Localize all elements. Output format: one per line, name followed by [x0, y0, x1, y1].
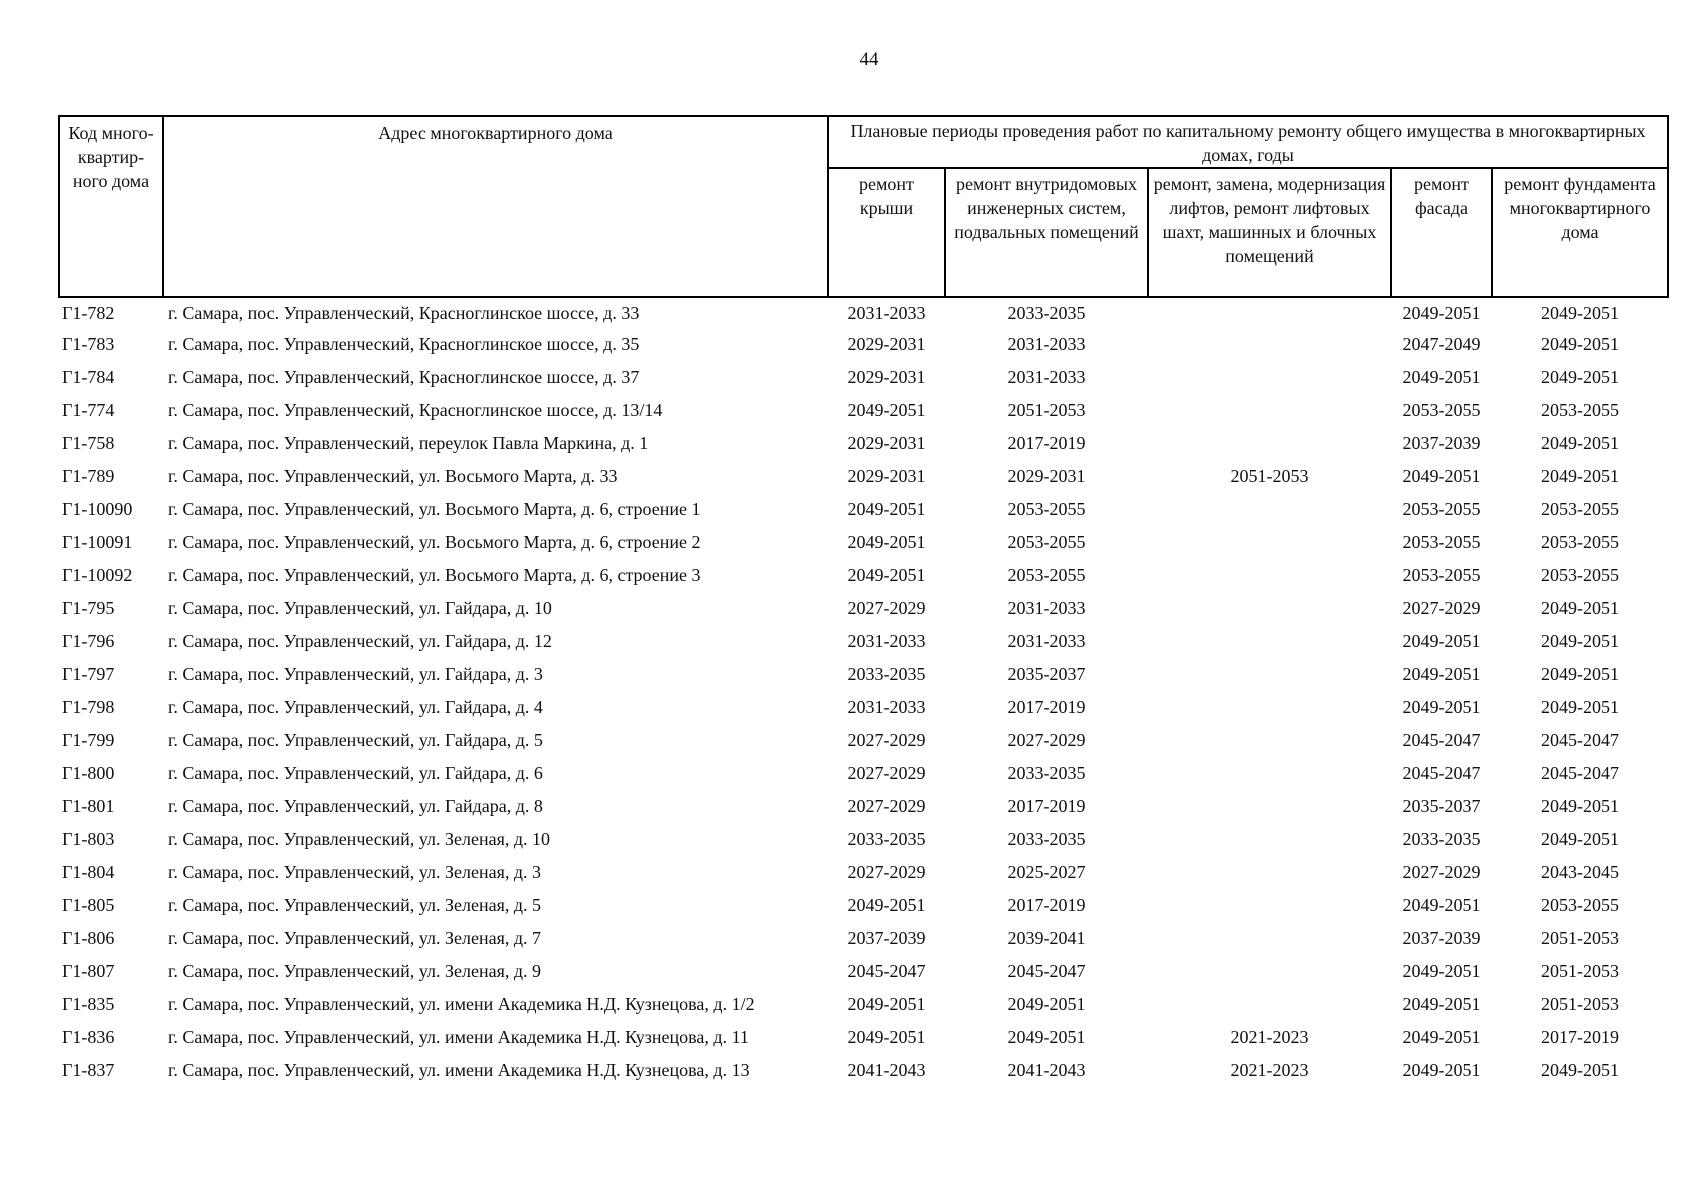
cell-engineering: 2041-2043 — [1007, 1059, 1086, 1080]
cell-foundation: 2053-2055 — [1541, 498, 1619, 519]
table-row — [59, 327, 1668, 360]
cell-lifts — [1148, 624, 1391, 657]
cell-foundation: 2049-2051 — [1541, 333, 1619, 354]
cell-roof: 2027-2029 — [847, 762, 926, 783]
cell-facade: 2037-2039 — [1402, 432, 1481, 453]
cell-engineering: 2045-2047 — [1007, 960, 1086, 981]
cell-facade: 2049-2051 — [1402, 960, 1481, 981]
cell-engineering: 2029-2031 — [1007, 465, 1086, 486]
cell-code: Г1-784 — [62, 366, 115, 387]
cell-code: Г1-806 — [62, 927, 115, 948]
cell-foundation: 2049-2051 — [1541, 432, 1619, 453]
cell-facade: 2053-2055 — [1402, 498, 1481, 519]
cell-foundation: 2049-2051 — [1541, 795, 1619, 816]
cell-lifts — [1148, 888, 1391, 921]
cell-engineering: 2031-2033 — [1007, 597, 1086, 618]
header-address: Адрес многоквартирного дома — [163, 116, 828, 297]
cell-engineering: 2051-2053 — [1007, 399, 1086, 420]
cell-facade: 2045-2047 — [1402, 729, 1481, 750]
cell-roof: 2027-2029 — [847, 861, 926, 882]
cell-code: Г1-789 — [62, 465, 115, 486]
cell-lifts — [1148, 591, 1391, 624]
cell-address: г. Самара, пос. Управленческий, ул. имени Академика Н.Д. Кузнецова, д. 13 — [168, 1059, 750, 1080]
table-header — [59, 116, 1668, 297]
cell-address: г. Самара, пос. Управленческий, ул. Гайдара, д. 3 — [168, 663, 543, 684]
cell-address: г. Самара, пос. Управленческий, Красноглинское шоссе, д. 13/14 — [168, 399, 663, 420]
table-row — [59, 855, 1668, 888]
cell-code: Г1-801 — [62, 795, 115, 816]
cell-roof: 2027-2029 — [847, 795, 926, 816]
cell-lifts — [1148, 525, 1391, 558]
cell-roof: 2049-2051 — [847, 498, 926, 519]
header-roof: ремонт крыши — [828, 168, 945, 297]
cell-foundation: 2045-2047 — [1541, 729, 1619, 750]
cell-address: г. Самара, пос. Управленческий, ул. Восьмого Марта, д. 6, строение 3 — [168, 564, 701, 585]
cell-facade: 2035-2037 — [1402, 795, 1481, 816]
cell-lifts — [1148, 360, 1391, 393]
table-row — [59, 426, 1668, 459]
cell-engineering: 2017-2019 — [1007, 795, 1086, 816]
cell-code: Г1-10090 — [62, 498, 133, 519]
cell-roof: 2049-2051 — [847, 993, 926, 1014]
cell-engineering: 2053-2055 — [1007, 564, 1086, 585]
cell-engineering: 2053-2055 — [1007, 531, 1086, 552]
table-row — [59, 459, 1668, 492]
cell-foundation: 2049-2051 — [1541, 663, 1619, 684]
cell-code: Г1-805 — [62, 894, 115, 915]
cell-foundation: 2049-2051 — [1541, 302, 1619, 323]
cell-lifts — [1148, 393, 1391, 426]
cell-roof: 2031-2033 — [847, 696, 926, 717]
table-row — [59, 591, 1668, 624]
cell-lifts — [1148, 492, 1391, 525]
table-row — [59, 558, 1668, 591]
cell-roof: 2049-2051 — [847, 531, 926, 552]
cell-address: г. Самара, пос. Управленческий, ул. Зеленая, д. 3 — [168, 861, 542, 882]
table-row — [59, 624, 1668, 657]
cell-facade: 2027-2029 — [1402, 861, 1481, 882]
cell-roof: 2031-2033 — [847, 302, 926, 323]
cell-code: Г1-836 — [62, 1026, 115, 1047]
cell-foundation: 2049-2051 — [1541, 597, 1619, 618]
table-row — [59, 723, 1668, 756]
cell-roof: 2049-2051 — [847, 564, 926, 585]
cell-code: Г1-803 — [62, 828, 115, 849]
cell-address: г. Самара, пос. Управленческий, ул. Гайдара, д. 12 — [168, 630, 552, 651]
cell-address: г. Самара, пос. Управленческий, ул. Зеленая, д. 7 — [168, 927, 542, 948]
cell-engineering: 2031-2033 — [1007, 366, 1086, 387]
cell-address: г. Самара, пос. Управленческий, ул. имени Академика Н.Д. Кузнецова, д. 11 — [168, 1026, 749, 1047]
cell-code: Г1-783 — [62, 333, 115, 354]
cell-facade: 2049-2051 — [1402, 993, 1481, 1014]
cell-facade: 2047-2049 — [1402, 333, 1481, 354]
cell-engineering: 2053-2055 — [1007, 498, 1086, 519]
cell-address: г. Самара, пос. Управленческий, ул. Гайдара, д. 10 — [168, 597, 552, 618]
cell-code: Г1-835 — [62, 993, 115, 1014]
cell-facade: 2053-2055 — [1402, 399, 1481, 420]
cell-lifts — [1148, 855, 1391, 888]
cell-engineering: 2017-2019 — [1007, 894, 1086, 915]
cell-roof: 2029-2031 — [847, 432, 926, 453]
cell-address: г. Самара, пос. Управленческий, ул. Зеленая, д. 10 — [168, 828, 551, 849]
cell-roof: 2033-2035 — [847, 828, 926, 849]
cell-roof: 2049-2051 — [847, 894, 926, 915]
table-row — [59, 393, 1668, 426]
table-row — [59, 1020, 1668, 1053]
cell-code: Г1-797 — [62, 663, 115, 684]
cell-address: г. Самара, пос. Управленческий, ул. Зеленая, д. 9 — [168, 960, 542, 981]
cell-address: г. Самара, пос. Управленческий, ул. Гайдара, д. 8 — [168, 795, 543, 816]
table-row — [59, 888, 1668, 921]
cell-code: Г1-807 — [62, 960, 115, 981]
table-row — [59, 360, 1668, 393]
table-row — [59, 492, 1668, 525]
cell-foundation: 2049-2051 — [1541, 1059, 1619, 1080]
cell-lifts — [1148, 690, 1391, 723]
cell-foundation: 2049-2051 — [1541, 630, 1619, 651]
cell-foundation: 2053-2055 — [1541, 894, 1619, 915]
page-number: 44 — [859, 49, 879, 70]
cell-code: Г1-796 — [62, 630, 115, 651]
cell-foundation: 2051-2053 — [1541, 960, 1619, 981]
cell-engineering: 2035-2037 — [1007, 663, 1086, 684]
cell-facade: 2027-2029 — [1402, 597, 1481, 618]
cell-code: Г1-800 — [62, 762, 115, 783]
cell-foundation: 2017-2019 — [1541, 1026, 1619, 1047]
cell-facade: 2049-2051 — [1402, 663, 1481, 684]
cell-foundation: 2045-2047 — [1541, 762, 1619, 783]
cell-facade: 2049-2051 — [1402, 1026, 1481, 1047]
cell-roof: 2041-2043 — [847, 1059, 926, 1080]
header-planned-periods — [828, 116, 1668, 168]
cell-engineering: 2025-2027 — [1007, 861, 1086, 882]
cell-lifts — [1148, 789, 1391, 822]
cell-address: г. Самара, пос. Управленческий, переулок Павла Маркина, д. 1 — [168, 432, 649, 453]
cell-address: г. Самара, пос. Управленческий, ул. имени Академика Н.Д. Кузнецова, д. 1/2 — [168, 993, 755, 1014]
table-row — [59, 756, 1668, 789]
cell-facade: 2049-2051 — [1402, 302, 1481, 323]
cell-facade: 2049-2051 — [1402, 1059, 1481, 1080]
cell-engineering: 2031-2033 — [1007, 333, 1086, 354]
cell-facade: 2045-2047 — [1402, 762, 1481, 783]
cell-facade: 2049-2051 — [1402, 465, 1481, 486]
cell-roof: 2029-2031 — [847, 333, 926, 354]
header-facade: ремонт фасада — [1391, 168, 1492, 297]
cell-address: г. Самара, пос. Управленческий, Красноглинское шоссе, д. 35 — [168, 333, 640, 354]
cell-foundation: 2049-2051 — [1541, 696, 1619, 717]
cell-facade: 2049-2051 — [1402, 696, 1481, 717]
cell-roof: 2029-2031 — [847, 465, 926, 486]
cell-code: Г1-10091 — [62, 531, 133, 552]
cell-foundation: 2051-2053 — [1541, 993, 1619, 1014]
header-lifts: ремонт, замена, модернизация лифтов, ремонт лифтовых шахт, машинных и блочных помещений — [1148, 168, 1391, 297]
cell-code: Г1-799 — [62, 729, 115, 750]
header-engineering: ремонт внутридомовых инженерных систем, подвальных помещений — [945, 168, 1148, 297]
cell-roof: 2049-2051 — [847, 1026, 926, 1047]
cell-lifts — [1148, 987, 1391, 1020]
cell-lifts — [1148, 297, 1391, 327]
cell-lifts — [1148, 822, 1391, 855]
cell-address: г. Самара, пос. Управленческий, ул. Восьмого Марта, д. 33 — [168, 465, 618, 486]
cell-code: Г1-782 — [62, 302, 115, 323]
table-row — [59, 954, 1668, 987]
cell-engineering: 2027-2029 — [1007, 729, 1086, 750]
cell-lifts: 2021-2023 — [1230, 1026, 1309, 1047]
cell-lifts — [1148, 756, 1391, 789]
cell-foundation: 2053-2055 — [1541, 399, 1619, 420]
table-row — [59, 822, 1668, 855]
cell-facade: 2049-2051 — [1402, 366, 1481, 387]
cell-roof: 2045-2047 — [847, 960, 926, 981]
cell-code: Г1-804 — [62, 861, 115, 882]
cell-facade: 2053-2055 — [1402, 531, 1481, 552]
table-row — [59, 789, 1668, 822]
cell-lifts — [1148, 954, 1391, 987]
cell-lifts: 2051-2053 — [1230, 465, 1309, 486]
header-planned-periods-label: Плановые периоды проведения работ по капитальному ремонту общего имущества в многоквартирных домах, годы — [850, 121, 1646, 165]
cell-address: г. Самара, пос. Управленческий, ул. Восьмого Марта, д. 6, строение 1 — [168, 498, 701, 519]
cell-address: г. Самара, пос. Управленческий, Красноглинское шоссе, д. 33 — [168, 302, 640, 323]
cell-code: Г1-758 — [62, 432, 115, 453]
table-row — [59, 690, 1668, 723]
cell-lifts — [1148, 426, 1391, 459]
cell-engineering: 2033-2035 — [1007, 302, 1086, 323]
cell-code: Г1-10092 — [62, 564, 133, 585]
cell-engineering: 2031-2033 — [1007, 630, 1086, 651]
cell-facade: 2053-2055 — [1402, 564, 1481, 585]
cell-foundation: 2049-2051 — [1541, 366, 1619, 387]
cell-code: Г1-798 — [62, 696, 115, 717]
header-code: Код много- квартир- ного дома — [59, 116, 163, 297]
table-row — [59, 1053, 1668, 1086]
cell-address: г. Самара, пос. Управленческий, Красноглинское шоссе, д. 37 — [168, 366, 640, 387]
cell-engineering: 2049-2051 — [1007, 1026, 1086, 1047]
cell-address: г. Самара, пос. Управленческий, ул. Восьмого Марта, д. 6, строение 2 — [168, 531, 701, 552]
table-row — [59, 657, 1668, 690]
cell-roof: 2037-2039 — [847, 927, 926, 948]
cell-roof: 2027-2029 — [847, 597, 926, 618]
cell-lifts: 2021-2023 — [1230, 1059, 1309, 1080]
cell-engineering: 2017-2019 — [1007, 696, 1086, 717]
table-body — [59, 297, 1668, 1086]
header-foundation: ремонт фундамента многоквартирного дома — [1492, 168, 1668, 297]
cell-roof: 2031-2033 — [847, 630, 926, 651]
cell-code: Г1-795 — [62, 597, 115, 618]
cell-lifts — [1148, 327, 1391, 360]
table-row — [59, 297, 1668, 327]
cell-roof: 2049-2051 — [847, 399, 926, 420]
cell-lifts — [1148, 921, 1391, 954]
cell-roof: 2029-2031 — [847, 366, 926, 387]
cell-lifts — [1148, 657, 1391, 690]
table-row — [59, 525, 1668, 558]
cell-engineering: 2033-2035 — [1007, 762, 1086, 783]
cell-code: Г1-774 — [62, 399, 115, 420]
cell-facade: 2037-2039 — [1402, 927, 1481, 948]
cell-address: г. Самара, пос. Управленческий, ул. Гайдара, д. 4 — [168, 696, 543, 717]
capital-repair-plan-table — [58, 115, 1669, 1086]
cell-foundation: 2053-2055 — [1541, 531, 1619, 552]
cell-engineering: 2017-2019 — [1007, 432, 1086, 453]
cell-lifts — [1148, 723, 1391, 756]
cell-facade: 2033-2035 — [1402, 828, 1481, 849]
cell-facade: 2049-2051 — [1402, 894, 1481, 915]
cell-engineering: 2049-2051 — [1007, 993, 1086, 1014]
cell-roof: 2033-2035 — [847, 663, 926, 684]
cell-foundation: 2049-2051 — [1541, 828, 1619, 849]
cell-foundation: 2043-2045 — [1541, 861, 1619, 882]
cell-address: г. Самара, пос. Управленческий, ул. Гайдара, д. 5 — [168, 729, 543, 750]
cell-foundation: 2053-2055 — [1541, 564, 1619, 585]
cell-address: г. Самара, пос. Управленческий, ул. Зеленая, д. 5 — [168, 894, 542, 915]
cell-engineering: 2039-2041 — [1007, 927, 1086, 948]
cell-foundation: 2051-2053 — [1541, 927, 1619, 948]
cell-roof: 2027-2029 — [847, 729, 926, 750]
cell-engineering: 2033-2035 — [1007, 828, 1086, 849]
cell-facade: 2049-2051 — [1402, 630, 1481, 651]
table-row — [59, 921, 1668, 954]
cell-code: Г1-837 — [62, 1059, 115, 1080]
table-row — [59, 987, 1668, 1020]
cell-foundation: 2049-2051 — [1541, 465, 1619, 486]
cell-address: г. Самара, пос. Управленческий, ул. Гайдара, д. 6 — [168, 762, 543, 783]
cell-lifts — [1148, 558, 1391, 591]
